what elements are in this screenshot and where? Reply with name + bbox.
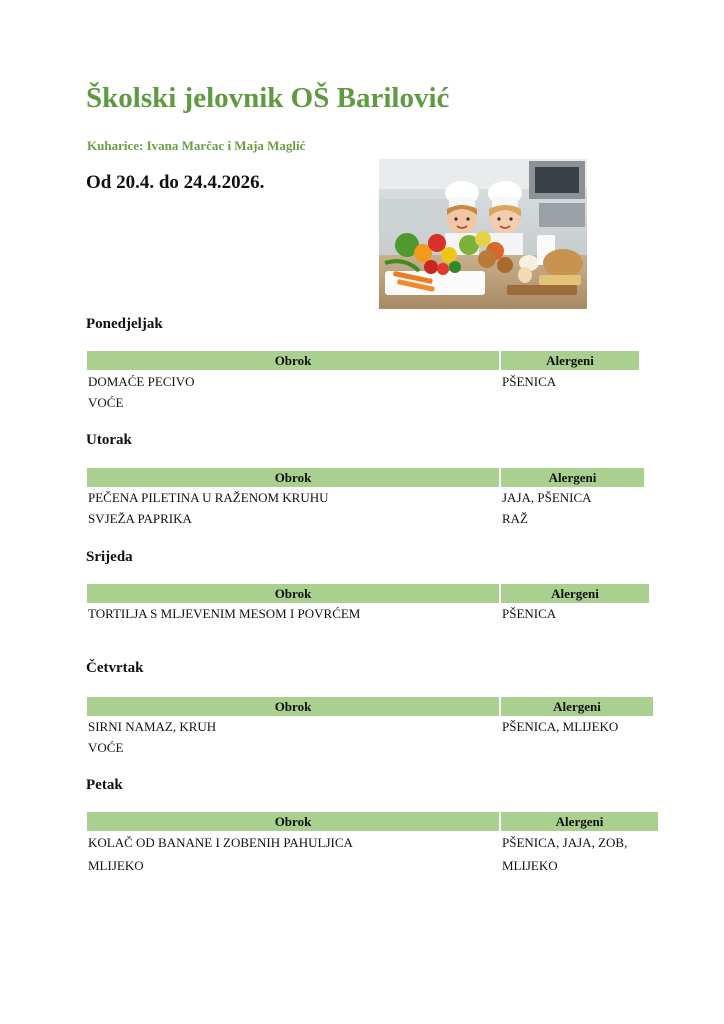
cooks-line: Kuharice: Ivana Marčac i Maja Maglić bbox=[87, 138, 306, 153]
page-title: Školski jelovnik OŠ Barilović bbox=[86, 82, 450, 114]
allergen-item: PŠENICA, MLIJEKO bbox=[502, 719, 619, 734]
allergens-column-header: Alergeni bbox=[501, 697, 653, 716]
meal-column-header: Obrok bbox=[87, 812, 499, 831]
meal-column-header: Obrok bbox=[87, 697, 499, 716]
meal-item: SVJEŽA PAPRIKA bbox=[88, 511, 192, 526]
allergens-column-header: Alergeni bbox=[501, 812, 658, 831]
allergens-column-header: Alergeni bbox=[501, 584, 649, 603]
allergen-item: PŠENICA bbox=[502, 374, 557, 389]
allergen-item: MLIJEKO bbox=[502, 858, 558, 873]
allergen-item: JAJA, PŠENICA bbox=[502, 490, 592, 505]
meal-column-header: Obrok bbox=[87, 351, 499, 370]
meal-item: MLIJEKO bbox=[88, 858, 144, 873]
meal-item: KOLAČ OD BANANE I ZOBENIH PAHULJICA bbox=[88, 835, 353, 850]
date-range: Od 20.4. do 24.4.2026. bbox=[86, 172, 265, 193]
allergen-item: RAŽ bbox=[502, 511, 528, 526]
day-title-friday: Petak bbox=[86, 777, 123, 793]
meal-column-header: Obrok bbox=[87, 584, 499, 603]
day-title-monday: Ponedjeljak bbox=[86, 316, 163, 332]
meal-item: TORTILJA S MLJEVENIM MESOM I POVRĆEM bbox=[88, 606, 361, 621]
allergens-column-header: Alergeni bbox=[501, 351, 639, 370]
meal-item: DOMAĆE PECIVO bbox=[88, 374, 195, 389]
meal-column-header: Obrok bbox=[87, 468, 499, 487]
allergens-column-header: Alergeni bbox=[501, 468, 644, 487]
meal-item: VOĆE bbox=[88, 395, 124, 410]
day-title-thursday: Četvrtak bbox=[86, 660, 144, 676]
day-title-wednesday: Srijeda bbox=[86, 549, 133, 565]
meal-item: PEČENA PILETINA U RAŽENOM KRUHU bbox=[88, 490, 329, 505]
allergen-item: PŠENICA, JAJA, ZOB, bbox=[502, 835, 628, 850]
allergen-item: PŠENICA bbox=[502, 606, 557, 621]
kitchen-photo bbox=[379, 159, 587, 309]
day-title-tuesday: Utorak bbox=[86, 432, 132, 448]
meal-item: SIRNI NAMAZ, KRUH bbox=[88, 719, 217, 734]
meal-item: VOĆE bbox=[88, 740, 124, 755]
